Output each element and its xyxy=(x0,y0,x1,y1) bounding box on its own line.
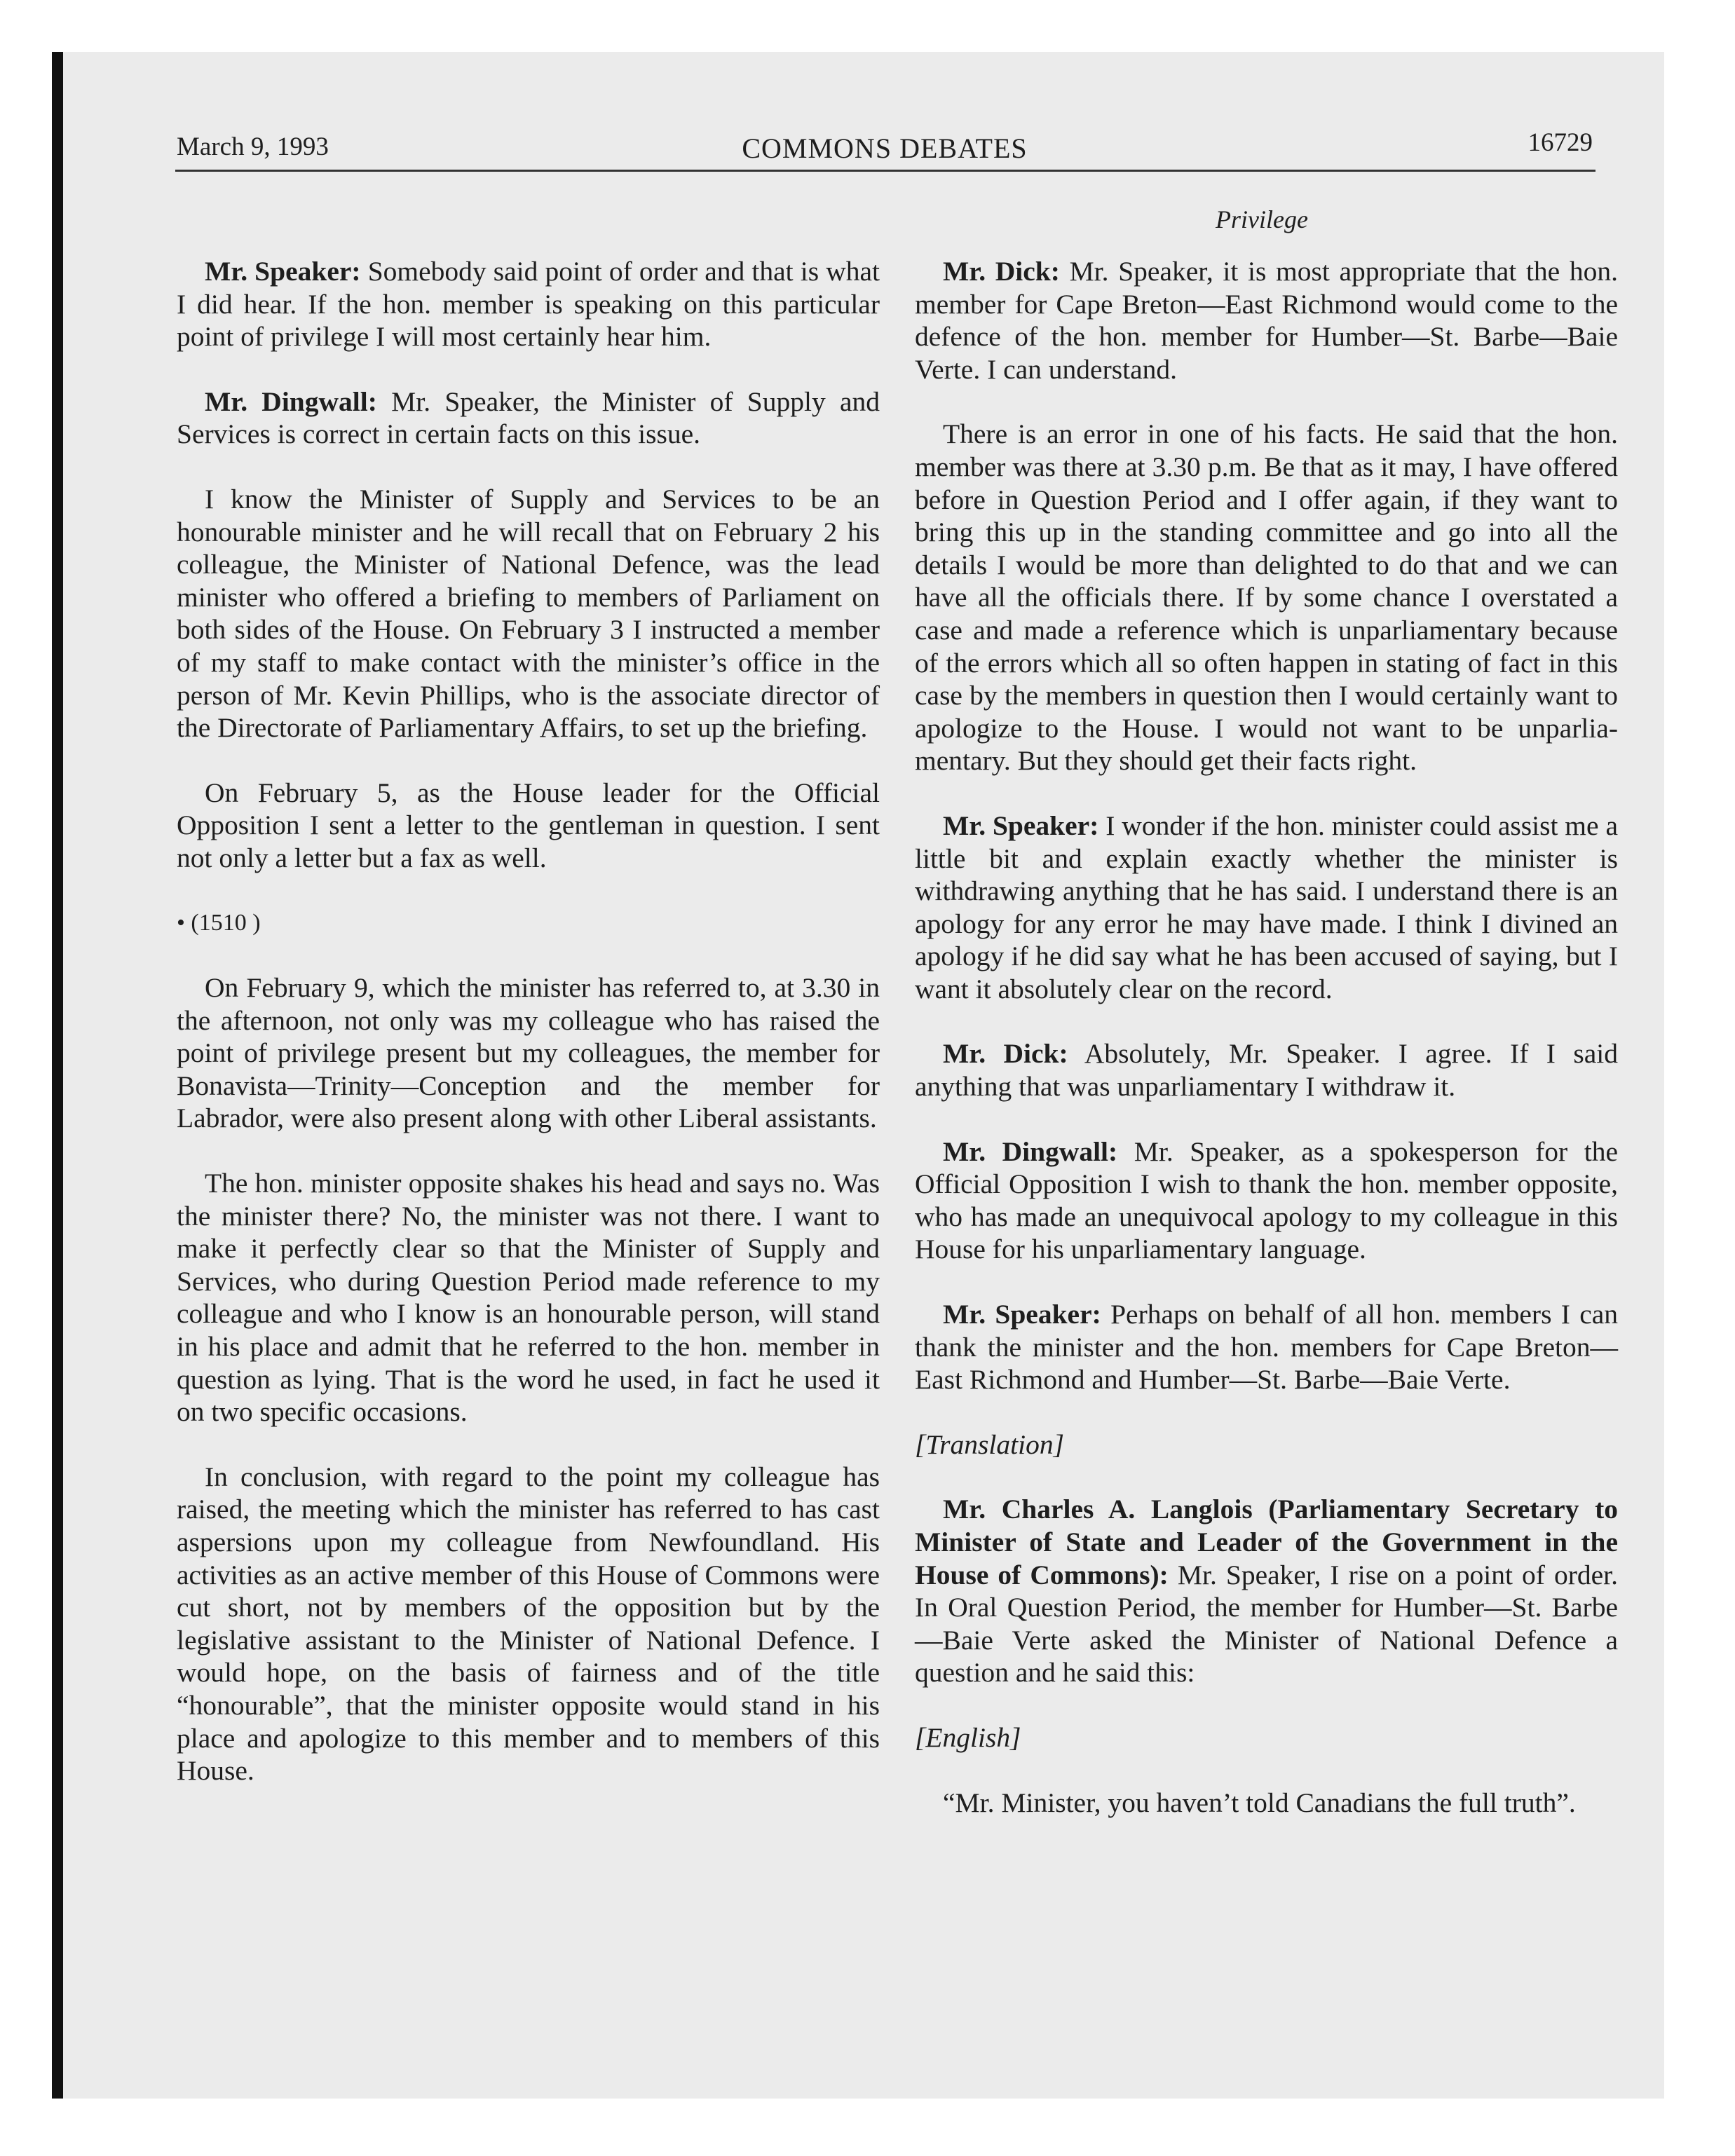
time-marker: • (1510 ) xyxy=(177,909,261,936)
paragraph-text: Mr. Speaker, I rise on a point of order. In Oral Question Period, the member for Humber—St. Barbe—Baie Verte asked the Minister of National Defence a question and he said this: xyxy=(915,1559,1618,1688)
paragraph-text: Somebody said point of order and that is what I did hear. If the hon. member is speaking on this particular point of privilege I will most certainly hear him. xyxy=(177,256,880,353)
quote xyxy=(915,1787,1618,1820)
speaker-name: Mr. Speaker: xyxy=(205,256,361,287)
speaker-name: Mr. Speaker: xyxy=(943,810,1099,841)
paragraph-text: Mr. Speaker, the Minister of Supply and Services is correct in certain facts on this issue. xyxy=(177,386,880,450)
paragraph-text: On February 5, as the House leader for the Official Opposition I sent a letter to the gentleman in question. I sent not only a letter but a fax as well. xyxy=(177,777,880,873)
paragraph xyxy=(177,1461,880,1787)
paragraph xyxy=(177,1167,880,1428)
paragraph-text: The hon. minister opposite shakes his head and says no. Was the minister there? No, the minister was not there. I want to make it perfectly clear so that the Minister of Supply and Services, who during Question Period made reference to my colleague and who I know is an honourable person, will stand in his place and admit that he referred to the hon. member in question as lying. That is the word he used, in fact he used it on two specific occasions. xyxy=(177,1168,880,1428)
section-heading: Privilege xyxy=(1216,205,1308,233)
paragraph-text: Mr. Speaker, as a spokesperson for the Official Opposition I wish to thank the hon. member opposite, who has made an unequivocal apology to my colleague in this House for his unparliamentary language. xyxy=(915,1135,1618,1265)
speaker-name: Mr. Speaker: xyxy=(943,1299,1101,1330)
speaker-name: Mr. Dick: xyxy=(943,256,1060,287)
paragraph xyxy=(915,255,1618,386)
page-header xyxy=(177,128,1593,170)
paragraph xyxy=(915,1135,1618,1266)
english-tag xyxy=(915,1721,1618,1754)
paragraph xyxy=(915,1037,1618,1103)
paragraph-text: In conclusion, with regard to the point my colleague has raised, the meeting which the minister has referred to has cast aspersions upon my colleague from Newfoundland. His activities as an active member of this House of Commons were cut short, not by members of the opposition but by the legislative assistant to the Minister of National Defence. I would hope, on the basis of fairness and of the title “honourable”, that the minister opposite would stand in his place and apologize to this member and to members of this House. xyxy=(177,1461,880,1787)
header-rule xyxy=(175,170,1595,172)
header-title: COMMONS DEBATES xyxy=(742,132,1028,164)
header-page-number: 16729 xyxy=(1528,128,1593,157)
paragraph-text: Mr. Speaker, it is most appropriate that the hon. member for Cape Breton—East Richmond would come to the defence of the hon. member for Humber—St. Barbe—Baie Verte. I can understand. xyxy=(915,256,1618,385)
paragraph-text: I know the Minister of Supply and Services to be an honourable minister and he will recall that on February 2 his colleague, the Minister of National Defence, was the lead minister who offered a briefing to members of Parliament on both sides of the House. On February 3 I instructed a member of my staff to make contact with the minister’s office in the person of Mr. Kevin Phillips, who is the associate director of the Directorate of Parliamentary Affairs, to set up the briefing. xyxy=(177,483,880,744)
speaker-name: Mr. Charles A. Langlois (Parliamentary Secretary to Minister of State and Leader of the Government in the House of Commons): xyxy=(915,1494,1618,1590)
paragraph xyxy=(915,1493,1618,1689)
paragraph xyxy=(177,255,880,353)
paragraph xyxy=(177,971,880,1135)
paragraph xyxy=(177,483,880,744)
speaker-name: Mr. Dick: xyxy=(943,1038,1068,1070)
header-date: March 9, 1993 xyxy=(177,132,329,161)
paragraph xyxy=(915,1298,1618,1396)
paragraph-text: I wonder if the hon. minister could assist me a little bit and explain exactly whether the minister is withdrawing anything that he has said. I understand there is an apology for any error he may have made. I think I divined an apology if he did say what he has been accused of saying, but I want it absolutely clear on the record. xyxy=(915,810,1618,1004)
paragraph xyxy=(177,386,880,451)
scan-edge-shadow xyxy=(52,52,63,2099)
speaker-name: Mr. Dingwall: xyxy=(205,386,377,417)
paragraph-text: On February 9, which the minister has referred to, at 3.30 in the afternoon, not only was my colleague who has raised the point of privilege present but my colleagues, the member for Bonavista—Trinity—Conception and the member for Labrador, were also present along with other Liberal assistants. xyxy=(177,972,880,1134)
left-column xyxy=(177,255,880,1820)
english-tag-text: [English] xyxy=(915,1721,1021,1753)
paragraph-text: There is an error in one of his facts. He said that the hon. member was there at 3.30 p.m. Be that as it may, I have offered before in Question Period and I offer again, if they want to bring this up in the standing committee and go into all the details I would be more than delighted to do that and we can have all the officials there. If by some chance I overstated a case and made a reference which is unparliamentary because of the errors which all so often happen in stating of fact in this case by the members in question then I would certainly want to apologize to the House. I would not want to be unparliamentary. But they should get their facts right. xyxy=(915,418,1618,777)
paragraph-text: Absolutely, Mr. Speaker. I agree. If I said anything that was unparliamentary I withdraw it. xyxy=(915,1038,1618,1103)
paragraph xyxy=(915,418,1618,777)
paragraph xyxy=(915,810,1618,1006)
paragraph-text: Perhaps on behalf of all hon. members I can thank the minister and the hon. members for Cape Breton—East Richmond and Humber—St. Barbe—Baie Verte. xyxy=(915,1299,1619,1396)
translation-tag-text: [Translation] xyxy=(915,1428,1064,1460)
translation-tag xyxy=(915,1428,1618,1461)
right-column xyxy=(915,255,1618,1851)
quote-text: “Mr. Minister, you haven’t told Canadians the full truth”. xyxy=(943,1787,1576,1818)
paragraph xyxy=(177,777,880,875)
speaker-name: Mr. Dingwall: xyxy=(943,1135,1118,1167)
